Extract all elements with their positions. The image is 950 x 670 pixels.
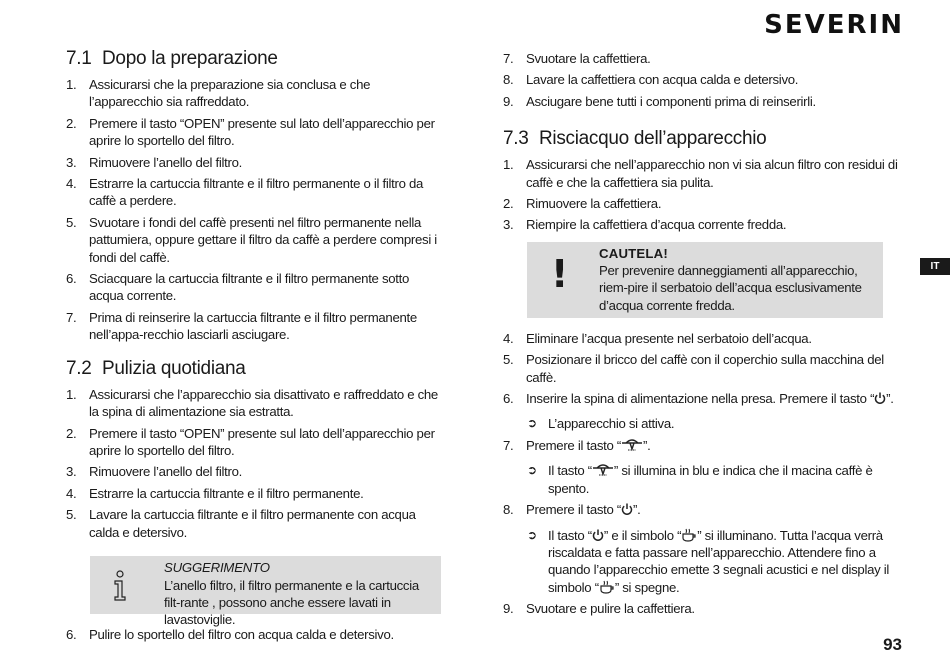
list-item: 6. Pulire lo sportello del filtro con acqua calda e detersivo. bbox=[66, 626, 394, 642]
list-item: 5. Svuotare i fondi del caffè presenti nel filtro permanente nella pattumiera, oppure gettare il filtro da caffè a perdere compresi i fondi del caffè. bbox=[66, 214, 437, 265]
list-item: 2. Premere il tasto “OPEN” presente sul lato dell’apparecchio per aprire lo sportello del filtro. bbox=[66, 115, 435, 149]
list-item: 2. Rimuovere la caffettiera. bbox=[503, 196, 662, 212]
list-item: 7. Premere il tasto “ ”. bbox=[503, 437, 651, 453]
list-item: 6. Sciacquare la cartuccia filtrante e il filtro permanente sotto acqua corrente. bbox=[66, 271, 410, 304]
list-item: 6. Inserire la spina di alimentazione nella presa. Premere il tasto “ ”. bbox=[503, 391, 894, 407]
list-item: 3. Riempire la caffettiera d’acqua corrente fredda. bbox=[503, 217, 787, 233]
list-item: 5. Posizionare il bricco del caffè con il coperchio sulla macchina del caffè. bbox=[503, 352, 884, 385]
power-icon bbox=[874, 392, 886, 405]
list-item: 1. Assicurarsi che l’apparecchio sia disattivato e raffreddato e che la spina di alimentazione sia estratta. bbox=[66, 386, 438, 420]
section-7-1-list bbox=[66, 76, 446, 344]
result-arrow-icon: ➲ bbox=[527, 463, 537, 478]
list-item: 7. Svuotare la caffettiera. bbox=[503, 51, 651, 66]
list-item: 4. Eliminare l’acqua presente nel serbatoio dell’acqua. bbox=[503, 330, 812, 346]
rinse-cup-icon bbox=[681, 528, 697, 542]
tip-title: SUGGERIMENTO bbox=[164, 559, 270, 575]
section-7-3-heading: 7.3 Risciacquo dell’apparecchio bbox=[503, 128, 767, 150]
result-line: ➲ Il tasto “ ” e il simbolo “ ” si illuminano. Tutta l’acqua verrà riscaldata e fatta passare nell’apparecchio. Attendere fino a quando l’apparecchio emette 3 segnali acustici e nel display il simbolo “ ” si spegne. bbox=[527, 527, 890, 595]
exclamation-icon: ! bbox=[551, 251, 569, 296]
list-item: 7. Prima di reinserire la cartuccia filtrante e il filtro permanente nell’appa-recchio lasciarli asciugare. bbox=[66, 309, 417, 343]
section-7-1-heading: 7.1 Dopo la preparazione bbox=[66, 48, 278, 69]
caution-title: CAUTELA! bbox=[599, 245, 668, 261]
brand-logo: SEVERIN bbox=[764, 10, 904, 40]
grinder-off-icon bbox=[621, 438, 643, 452]
section-7-3-list bbox=[503, 156, 908, 234]
tip-text: L’anello filtro, il filtro permanente e la cartuccia filt-rante , possono anche essere lavati in lavastoviglie. bbox=[164, 577, 419, 627]
info-i-icon bbox=[110, 570, 130, 602]
section-7-3-list-cont3 bbox=[503, 501, 908, 518]
list-item: 9. Asciugare bene tutti i componenti prima di reinserirli. bbox=[503, 93, 816, 109]
section-7-3-list-cont bbox=[503, 330, 908, 408]
power-icon bbox=[592, 529, 604, 542]
rinse-cup-icon bbox=[599, 580, 615, 594]
result-line: ➲ Il tasto “ ” si illumina in blu e indica che il macina caffè è spento. bbox=[527, 463, 873, 496]
list-item: 9. Svuotare e pulire la caffettiera. bbox=[503, 601, 695, 617]
tip-box bbox=[90, 556, 441, 627]
result-arrow-icon: ➲ bbox=[527, 416, 537, 431]
page-number: 93 bbox=[883, 635, 902, 654]
result-arrow-icon: ➲ bbox=[527, 527, 537, 542]
list-item: 3. Rimuovere l’anello del filtro. bbox=[66, 154, 242, 170]
list-item: 1. Assicurarsi che la preparazione sia conclusa e che l’apparecchio sia raffreddato. bbox=[66, 77, 371, 110]
section-7-2-list-continued bbox=[503, 50, 908, 110]
language-tab: IT bbox=[920, 258, 950, 275]
list-item: 3. Rimuovere l’anello del filtro. bbox=[66, 464, 242, 480]
result-line: ➲ L’apparecchio si attiva. bbox=[527, 416, 675, 432]
section-7-3-list-cont2 bbox=[503, 437, 908, 454]
list-item: 4. Estrarre la cartuccia filtrante e il filtro permanente o il filtro da caffè a perdere. bbox=[66, 176, 424, 209]
right-column bbox=[503, 50, 908, 626]
power-icon bbox=[621, 503, 633, 516]
grinder-off-icon bbox=[592, 463, 614, 477]
list-item: 1. Assicurarsi che nell’apparecchio non vi sia alcun filtro con residui di caffè e che la caffettiera sia pulita. bbox=[503, 157, 898, 190]
list-item: 4. Estrarre la cartuccia filtrante e il filtro permanente. bbox=[66, 485, 364, 501]
section-7-2-heading: 7.2 Pulizia quotidiana bbox=[66, 357, 246, 379]
section-7-2-list-cont bbox=[66, 626, 446, 643]
list-item: 8. Premere il tasto “ ”. bbox=[503, 502, 641, 518]
section-7-3-list-cont4 bbox=[503, 600, 908, 617]
list-item: 8. Lavare la caffettiera con acqua calda e detersivo. bbox=[503, 72, 799, 88]
list-item: 5. Lavare la cartuccia filtrante e il filtro permanente con acqua calda e detersivo. bbox=[66, 507, 416, 540]
caution-box bbox=[527, 242, 883, 318]
caution-text: Per prevenire danneggiamenti all’apparecchio, riem-pire il serbatoio dell’acqua esclusivamente d’acqua corrente fredda. bbox=[599, 262, 862, 313]
section-7-2-list bbox=[66, 386, 446, 541]
list-item: 2. Premere il tasto “OPEN” presente sul lato dell’apparecchio per aprire lo sportello del filtro. bbox=[66, 425, 435, 458]
left-column bbox=[66, 48, 446, 651]
